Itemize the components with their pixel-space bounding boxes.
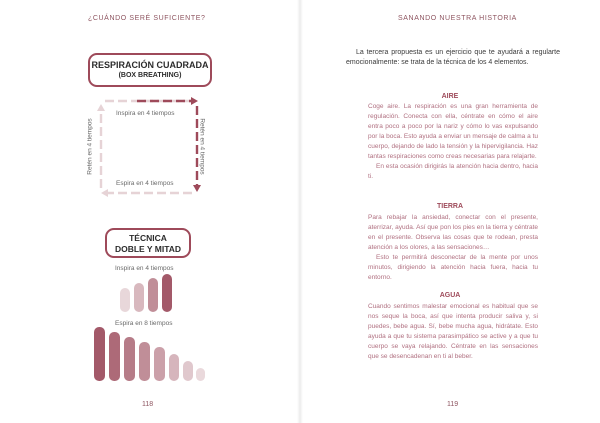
- double-breath-subtitle: DOBLE Y MITAD: [114, 244, 182, 254]
- aire-paragraph-2: En esta ocasión dirigirás la atención hacia dentro, hacia ti.: [368, 163, 538, 180]
- box-top-label: Inspira en 4 tiempos: [116, 110, 175, 117]
- box-bottom-label: Espira en 4 tiempos: [116, 180, 174, 187]
- section-heading-agua: AGUA: [439, 292, 461, 299]
- tierra-paragraph-1: Para rebajar la ansiedad, conectar con el presente, aterrizar, ayuda. Así que pon los pies en la tierra y céntrate en el presente. Observa las cosas que te rodean, presta atención a los olores, a las sensaciones…: [368, 214, 538, 251]
- double-breath-title-box: [105, 228, 191, 258]
- inhale-bar: [162, 274, 172, 312]
- box-left-arrow: [97, 104, 105, 188]
- box-bottom-arrow: [101, 189, 192, 197]
- exhale-bar: [94, 327, 105, 381]
- inhale-bar: [120, 288, 130, 312]
- inhale-label: Inspira en 4 tiempos: [115, 265, 174, 272]
- agua-paragraph-1: Cuando sentimos malestar emocional es habitual que se nos seque la boca, así que intenta producir saliva y, si puedes, bebe agua. Sí, bebe mucha agua, hidrátate. Esto ayuda a que tu sistema parasimpático se active y a que tu cuerpo se vaya relajando. Céntrate en las sensaciones que se desencadenan en ti al beber.: [368, 303, 538, 360]
- inhale-bar: [134, 283, 144, 312]
- exhale-bar: [124, 337, 135, 381]
- exhale-bar: [139, 342, 150, 381]
- left-running-head: ¿CUÁNDO SERÉ SUFICIENTE?: [88, 15, 206, 22]
- aire-paragraph-1: Coge aire. La respiración es una gran herramienta de regulación. Conecta con ella, céntrate en cómo el aire entra poco a poco por la nariz y cómo lo vas expulsando por la boca. Esto ayuda a enviar un mensaje de calma a tu cuerpo, dejando de lado la tensión y la hipervigilancia. Haz tantas respiraciones como creas necesarias para relajarte.: [368, 103, 538, 160]
- box-breathing-subtitle: (BOX BREATHING): [118, 72, 182, 79]
- section-heading-aire: AIRE: [441, 93, 459, 100]
- right-page: [300, 0, 600, 423]
- right-running-head: SANANDO NUESTRA HISTORIA: [398, 15, 517, 22]
- box-breathing-title: RESPIRACIÓN CUADRADA: [91, 60, 209, 70]
- double-breath-title: TÉCNICA: [129, 233, 167, 243]
- inhale-bar: [148, 278, 158, 312]
- exhale-bar: [154, 347, 165, 381]
- right-page-number: 119: [447, 401, 459, 408]
- left-page-number: 118: [142, 401, 154, 408]
- box-right-label: Retén en 4 tiempos: [198, 118, 206, 175]
- section-text-aire: [368, 102, 538, 182]
- exhale-bar: [196, 368, 205, 381]
- box-left-label: Retén en 4 tiempos: [86, 118, 94, 175]
- exhale-bar: [169, 354, 179, 381]
- section-text-agua: [368, 302, 538, 362]
- exhale-bar: [183, 361, 193, 381]
- section-text-tierra: [368, 213, 538, 283]
- exhale-bar: [109, 332, 120, 381]
- section-heading-tierra: TIERRA: [436, 203, 464, 210]
- tierra-paragraph-2: Esto te permitirá desconectar de la mente por unos minutos, dirigiendo la atención hacia fuera, hacia tu entorno.: [368, 254, 538, 281]
- box-top-arrow: [105, 97, 198, 105]
- exhale-label: Espira en 8 tiempos: [115, 320, 173, 327]
- intro-paragraph: La tercera propuesta es un ejercicio que te ayudará a regularte emocionalmente: se trata de la técnica de los 4 elementos.: [346, 49, 560, 66]
